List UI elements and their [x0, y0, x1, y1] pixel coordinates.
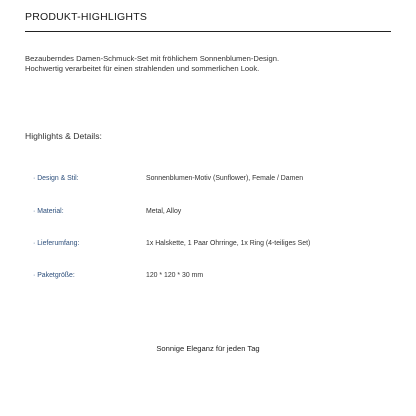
- detail-row-paketgroesse: [33, 271, 393, 283]
- detail-value-material: Metal, Alloy: [146, 208, 182, 215]
- intro-text: [25, 54, 391, 74]
- intro-line-2: Hochwertig verarbeitet für einen strahlenden und sommerlichen Look.: [25, 64, 260, 73]
- detail-value-design: Sonnenblumen-Motiv (Sunflower), Female / Damen: [146, 175, 304, 182]
- detail-label-design: · Design & Stil:: [33, 175, 79, 182]
- detail-label-material: · Material:: [33, 208, 64, 215]
- slogan: Sonnige Eleganz für jeden Tag: [156, 344, 260, 353]
- detail-label-lieferumfang: · Lieferumfang:: [33, 240, 80, 247]
- title-divider: [25, 31, 391, 32]
- detail-row-material: [33, 207, 393, 219]
- detail-row-lieferumfang: [33, 239, 393, 251]
- detail-label-paketgroesse: · Paketgröße:: [33, 272, 75, 279]
- section-title: PRODUKT-HIGHLIGHTS: [25, 11, 148, 23]
- intro-line-1: Bezauberndes Damen-Schmuck-Set mit fröhlichem Sonnenblumen-Design.: [25, 54, 280, 63]
- highlights-heading: Highlights & Details:: [25, 131, 102, 141]
- detail-value-paketgroesse: 120 * 120 * 30 mm: [146, 272, 204, 279]
- detail-value-lieferumfang: 1x Halskette, 1 Paar Ohrringe, 1x Ring (4-teiliges Set): [146, 240, 311, 247]
- detail-row-design: [33, 174, 393, 186]
